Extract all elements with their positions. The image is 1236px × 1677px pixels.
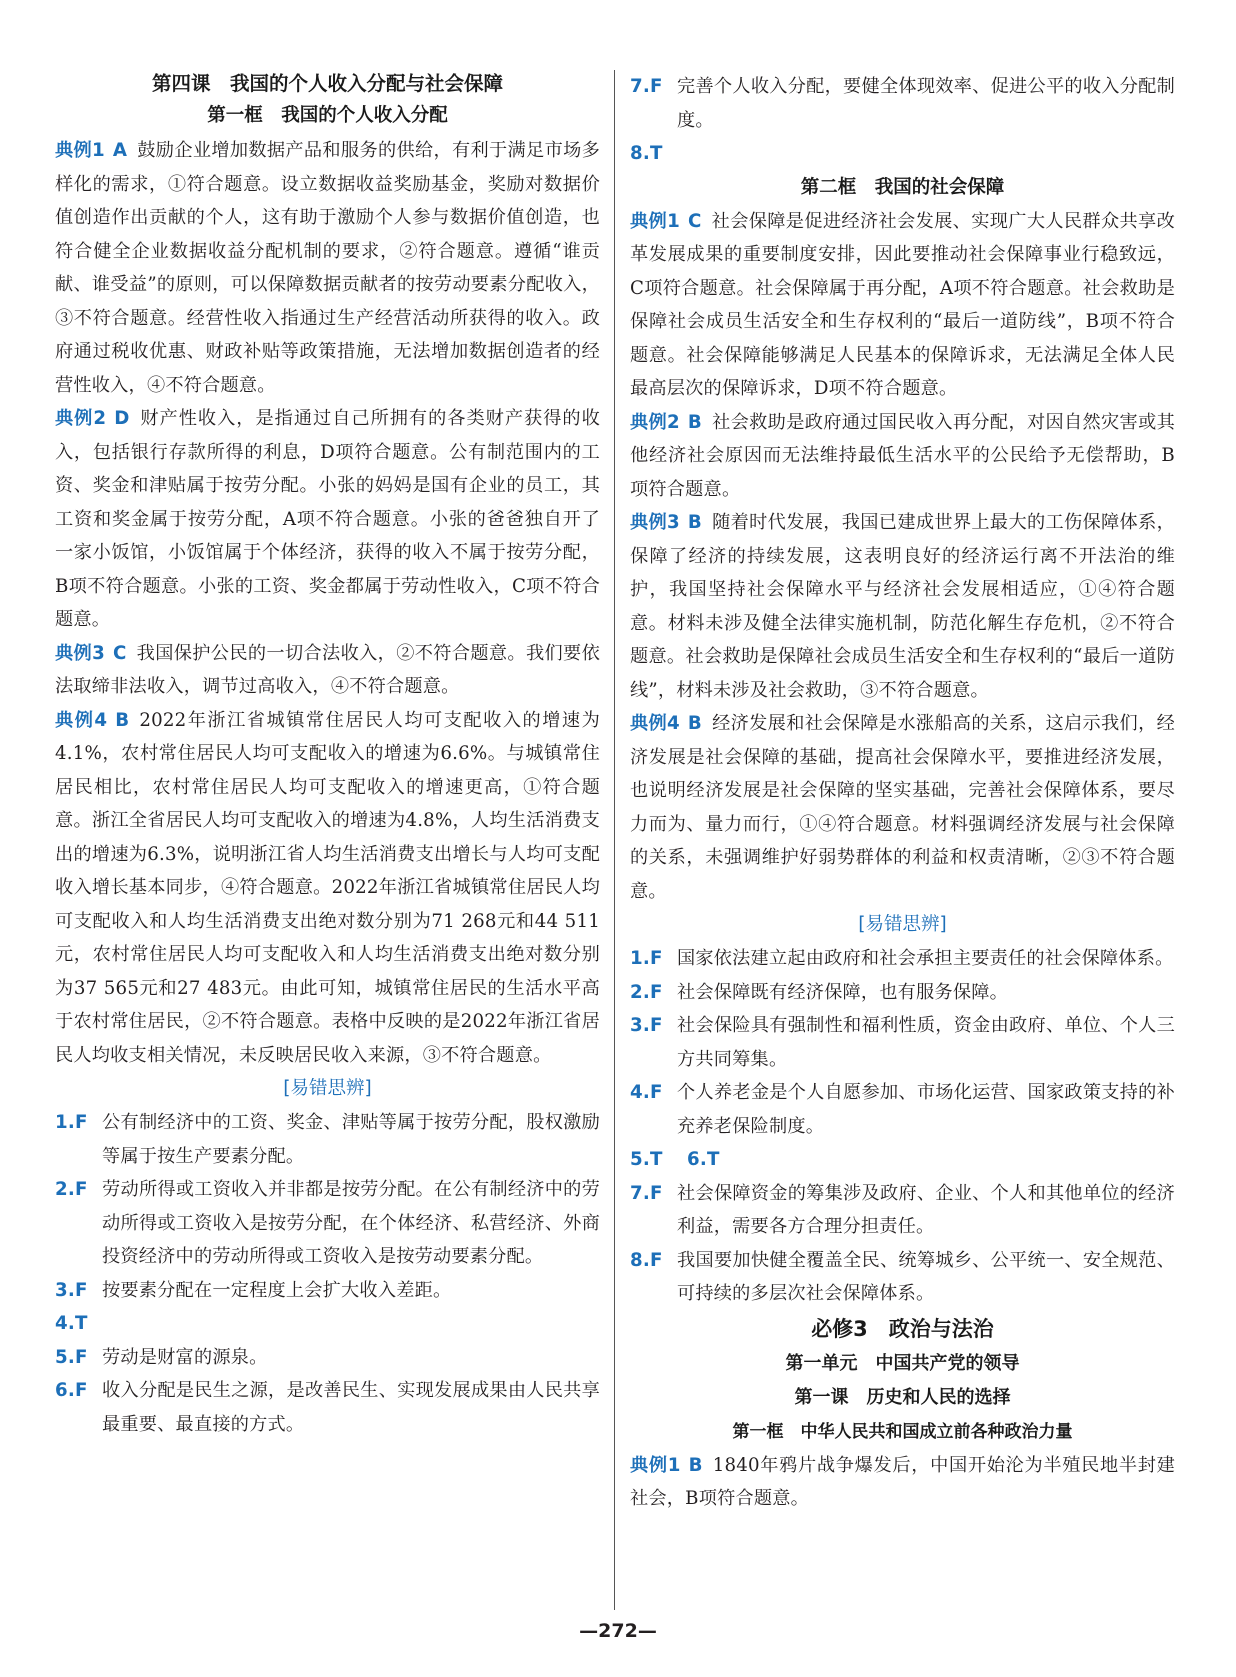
lesson-title: 第四课 我国的个人收入分配与社会保障	[151, 72, 503, 95]
error-section-title: [易错思辨]	[283, 1078, 372, 1099]
error-section-title: [易错思辨]	[858, 914, 947, 935]
example-paragraph	[55, 402, 600, 637]
lesson-title: 第一课 历史和人民的选择	[794, 1386, 1011, 1408]
example-answer: B	[687, 411, 702, 433]
error-item	[630, 976, 1175, 1010]
example-answer: A	[112, 140, 128, 161]
example-text: 财产性收入，是指通过自己所拥有的各类财产获得的收入，包括银行存款所得的利息，D项符合题意。公有制范围内的工资、奖金和津贴属于按劳分配。小张的妈妈是国有企业的员工，其工资和奖金属于按劳分配，A项不符合题意。小张的爸爸独自开了一家小饭馆，小饭馆属于个体经济，获得的收入不属于按劳分配，B项不符合题意。小张的工资、奖金都属于劳动性收入，C项不符合题意。	[55, 408, 600, 630]
left-column	[55, 70, 600, 1441]
error-item	[630, 1177, 1175, 1244]
error-item	[55, 1173, 600, 1274]
example-text: 社会保障是促进经济社会发展、实现广大人民群众共享改革发展成果的重要制度安排，因此要推动社会保障事业行稳致远，C项符合题意。社会保障属于再分配，A项不符合题意。社会救助是保障社会成员生活安全和生存权利的“最后一道防线”，B项不符合题意。社会保障能够满足人民基本的保障诉求，无法满足全体人民最高层次的保障诉求，D项不符合题意。	[630, 210, 1175, 399]
error-item	[630, 137, 1175, 171]
example-paragraph	[630, 406, 1175, 507]
error-item-number: 6.F	[55, 1380, 88, 1401]
example-label: 典例4	[630, 713, 680, 734]
error-item-number: 1.F	[55, 1112, 88, 1133]
error-item-number: 6.T	[687, 1149, 720, 1170]
error-item-number: 5.T	[630, 1149, 663, 1170]
error-item-text: 我国要加快健全覆盖全民、统筹城乡、公平统一、安全规范、可持续的多层次社会保障体系。	[677, 1249, 1175, 1304]
column-divider	[614, 70, 615, 1610]
example-text: 1840年鸦片战争爆发后，中国开始沦为半殖民地半封建社会，B项符合题意。	[630, 1454, 1175, 1509]
example-text: 随着时代发展，我国已建成世界上最大的工伤保障体系，保障了经济的持续发展，这表明良好的经济运行离不开法治的维护，我国坚持社会保障水平与经济社会发展相适应，①④符合题意。材料未涉及健全法律实施机制，防范化解生存危机，②不符合题意。社会救助是保障社会成员生活安全和生存权利的“最后一道防线”，材料未涉及社会救助，③不符合题意。	[630, 512, 1175, 701]
error-item-number: 8.T	[630, 143, 663, 164]
example-paragraph	[630, 1449, 1175, 1516]
error-item-text: 完善个人收入分配，要健全体现效率、促进公平的收入分配制度。	[677, 76, 1175, 131]
example-text: 鼓励企业增加数据产品和服务的供给，有利于满足市场多样化的需求，①符合题意。设立数据收益奖励基金，奖励对数据价值创造作出贡献的个人，这有助于激励个人参与数据价值创造，也符合健全企业数据收益分配机制的要求，②符合题意。遵循“谁贡献、谁受益”的原则，可以保障数据贡献者的按劳动要素分配收入，③不符合题意。经营性收入指通过生产经营活动所获得的收入。政府通过税收优惠、财政补贴等政策措施，无法增加数据创造者的经营性收入，④不符合题意。	[55, 140, 600, 396]
error-item-number: 5.F	[55, 1346, 88, 1368]
example-text: 经济发展和社会保障是水涨船高的关系，这启示我们，经济发展是社会保障的基础，提高社会保障水平，要推进经济发展，也说明经济发展是社会保障的坚实基础，完善社会保障体系，要尽力而为、量力而行，①④符合题意。材料强调经济发展与社会保障的关系，未强调维护好弱势群体的利益和权责清晰，②③不符合题意。	[630, 713, 1175, 902]
error-item-text: 收入分配是民生之源，是改善民生、实现发展成果由人民共享最重要、最直接的方式。	[102, 1380, 600, 1435]
example-label: 典例3	[55, 642, 105, 664]
error-item	[630, 942, 1175, 976]
example-text: 我国保护公民的一切合法收入，②不符合题意。我们要依法取缔非法收入，调节过高收入，④不符合题意。	[55, 642, 600, 697]
example-paragraph	[55, 704, 600, 1073]
error-item	[630, 1009, 1175, 1076]
example-answer: D	[114, 408, 130, 429]
error-item-number: 7.F	[630, 1182, 663, 1204]
error-item	[55, 1274, 600, 1308]
example-label: 典例2	[55, 408, 107, 429]
example-paragraph	[630, 205, 1175, 406]
example-paragraph	[55, 637, 600, 704]
error-item	[55, 1374, 600, 1441]
error-item-number: 4.F	[630, 1082, 663, 1103]
page-number: —272—	[579, 1620, 657, 1642]
error-item-text: 劳动是财富的源泉。	[102, 1346, 268, 1368]
example-text: 2022年浙江省城镇常住居民人均可支配收入的增速为4.1%，农村常住居民人均可支配收入的增速为6.6%。与城镇常住居民相比，农村常住居民人均可支配收入的增速更高，①符合题意。浙江全省居民人均可支配收入的增速为4.8%，人均生活消费支出的增速为6.3%，说明浙江省人均生活消费支出增长与人均可支配收入增长基本同步，④符合题意。2022年浙江省城镇常住居民人均可支配收入和人均生活消费支出绝对数分别为71 268元和44 511元，农村常住居民人均可支配收入和人均生活消费支出绝对数分别为37 565元和27 483元。由此可知，城镇常住居民的生活水平高于农村常住居民，②不符合题意。表格中反映的是2022年浙江省居民人均收支相关情况，未反映居民收入来源，③不符合题意。	[55, 709, 600, 1066]
error-item-text: 按要素分配在一定程度上会扩大收入差距。	[102, 1279, 452, 1301]
example-label: 典例2	[630, 411, 680, 433]
example-answer: B	[115, 709, 130, 731]
example-answer: B	[687, 713, 702, 734]
example-text: 社会救助是政府通过国民收入再分配，对因自然灾害或其他经济社会原因而无法维持最低生活水平的公民给予无偿帮助，B项符合题意。	[630, 411, 1175, 500]
error-item-number: 8.F	[630, 1249, 663, 1271]
error-item	[55, 1307, 600, 1341]
frame-title: 第一框 中华人民共和国成立前各种政治力量	[732, 1421, 1073, 1442]
frame-title: 第一框 我国的个人收入分配	[207, 105, 448, 126]
book-title: 必修3 政治与法治	[811, 1316, 994, 1341]
example-label: 典例3	[630, 512, 680, 533]
error-item-text: 社会保障资金的筹集涉及政府、企业、个人和其他单位的经济利益，需要各方合理分担责任。	[677, 1182, 1175, 1237]
example-answer: B	[687, 512, 702, 533]
error-item-text: 国家依法建立起由政府和社会承担主要责任的社会保障体系。	[677, 948, 1174, 969]
error-item-number: 1.F	[630, 948, 663, 969]
error-item	[630, 70, 1175, 137]
example-label: 典例1	[630, 1454, 681, 1476]
example-answer: C	[687, 210, 702, 232]
frame-title: 第二框 我国的社会保障	[800, 176, 1005, 198]
example-answer: C	[112, 642, 127, 664]
error-item-combined	[630, 1143, 1175, 1177]
error-item-number: 3.F	[55, 1279, 88, 1301]
example-paragraph	[630, 506, 1175, 707]
example-answer: B	[688, 1454, 703, 1476]
error-item	[630, 1244, 1175, 1311]
error-item-text: 个人养老金是个人自愿参加、市场化运营、国家政策支持的补充养老保险制度。	[677, 1082, 1175, 1137]
error-item	[55, 1106, 600, 1173]
right-column	[630, 70, 1175, 1516]
error-item-number: 2.F	[630, 981, 663, 1003]
error-item-text: 社会保险具有强制性和福利性质，资金由政府、单位、个人三方共同筹集。	[677, 1015, 1175, 1070]
error-item-number: 2.F	[55, 1179, 88, 1200]
example-paragraph	[55, 134, 600, 402]
example-paragraph	[630, 707, 1175, 908]
error-item-number: 7.F	[630, 76, 663, 97]
error-item	[55, 1341, 600, 1375]
error-item-text: 社会保障既有经济保障，也有服务保障。	[677, 981, 1008, 1003]
error-item-text: 公有制经济中的工资、奖金、津贴等属于按劳分配，股权激励等属于按生产要素分配。	[102, 1112, 600, 1167]
error-item	[630, 1076, 1175, 1143]
unit-title: 第一单元 中国共产党的领导	[785, 1352, 1020, 1374]
example-label: 典例4	[55, 709, 108, 731]
error-item-number: 3.F	[630, 1015, 663, 1036]
error-item-number: 4.T	[55, 1313, 88, 1334]
example-label: 典例1	[55, 140, 105, 161]
example-label: 典例1	[630, 210, 680, 232]
error-item-text: 劳动所得或工资收入并非都是按劳分配。在公有制经济中的劳动所得或工资收入是按劳分配，在个体经济、私营经济、外商投资经济中的劳动所得或工资收入是按劳动要素分配。	[102, 1179, 600, 1267]
